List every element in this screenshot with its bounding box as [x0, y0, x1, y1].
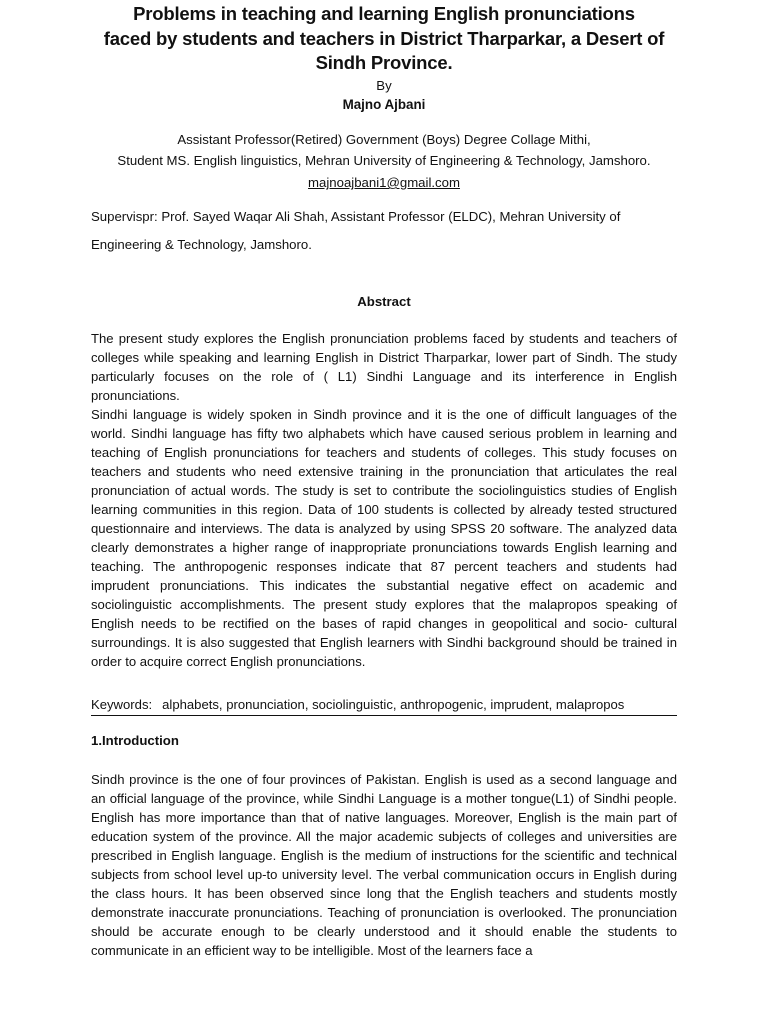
- keywords-list: alphabets, pronunciation, sociolinguistic, anthropogenic, imprudent, malapropos: [162, 697, 625, 712]
- by-label: By: [376, 78, 392, 93]
- introduction-heading: 1.Introduction: [91, 733, 179, 748]
- abstract-paragraph-2: Sindhi language is widely spoken in Sindh province and it is the one of difficult languages of the world. Sindhi language has fifty two alphabets which have caused serious problem in learning and teaching of English pronunciations for teachers and students of colleges. This study focuses on teachers and students who need extensive training in the pronunciation that articulates the real pronunciation of actual words. The study is set to contribute the sociolinguistics studies of English learning communities in this region. Data of 100 students is collected by already tested structured questionnaire and interviews. The data is analyzed by using SPSS 20 software. The analyzed data clearly demonstrates a higher range of inappropriate pronunciations towards English learning and teaching. The anthropogenic responses indicate that 87 percent teachers and students had imprudent pronunciations. This indicates the substantial negative effect on academic and sociolinguistic accomplishments. The present study explores that the malapropos speaking of English needs to be rectified on the bases of rapid changes in geopolitical and socio- cultural surroundings. It is also suggested that English learners with Sindhi background should be trained in order to acquire correct English pronunciations.: [91, 407, 677, 669]
- author-email-line: [40, 175, 728, 191]
- author-email-link[interactable]: majnoajbani1@gmail.com: [308, 175, 460, 190]
- author-name: Majno Ajbani: [342, 97, 426, 112]
- title-line-1: Problems in teaching and learning English pronunciations: [133, 3, 635, 24]
- title-line-3: Sindh Province.: [315, 52, 453, 73]
- abstract-body: [91, 329, 677, 671]
- author-affiliation-1: Assistant Professor(Retired) Government (Boys) Degree Collage Mithi,: [177, 132, 591, 147]
- title-line-2: faced by students and teachers in District Tharparkar, a Desert of: [103, 27, 665, 49]
- supervisor-info: Supervispr: Prof. Sayed Waqar Ali Shah, Assistant Professor (ELDC), Mehran University of Engineering & Technology, Jamshoro.: [91, 209, 621, 252]
- introduction-body: Sindh province is the one of four provinces of Pakistan. English is used as a second language and an official language of the province, while Sindhi Language is a mother tongue(L1) of Sindhi people. English has more importance than that of native languages. Moreover, English is the main part of education system of the province. All the major academic subjects of colleges and universities are prescribed in English language. English is the medium of instructions for the scientific and technical subjects from school level up-to university level. The verbal communication occurs in English during the class hours. It has been observed since long that the English teachers and students mostly demonstrate inaccurate pronunciations. Teaching of pronunciation is overlooked. The pronunciation should be accurate enough to be clearly understood and it should enable the students to communicate in an efficient way to be intelligible. Most of the learners face a: [91, 772, 677, 958]
- author-affiliation-2: Student MS. English linguistics, Mehran University of Engineering & Technology, Jamshoro.: [117, 153, 651, 168]
- abstract-paragraph-1: The present study explores the English pronunciation problems faced by students and teachers of colleges while speaking and learning English in District Tharparkar, lower part of Sindh. The study particularly focuses on the role of ( L1) Sindhi Language and its interference in English pronunciations.: [91, 331, 677, 403]
- paper-title: [60, 2, 708, 76]
- keywords-label: Keywords:: [91, 697, 153, 712]
- abstract-heading: Abstract: [357, 294, 411, 309]
- keywords-line: [91, 696, 677, 716]
